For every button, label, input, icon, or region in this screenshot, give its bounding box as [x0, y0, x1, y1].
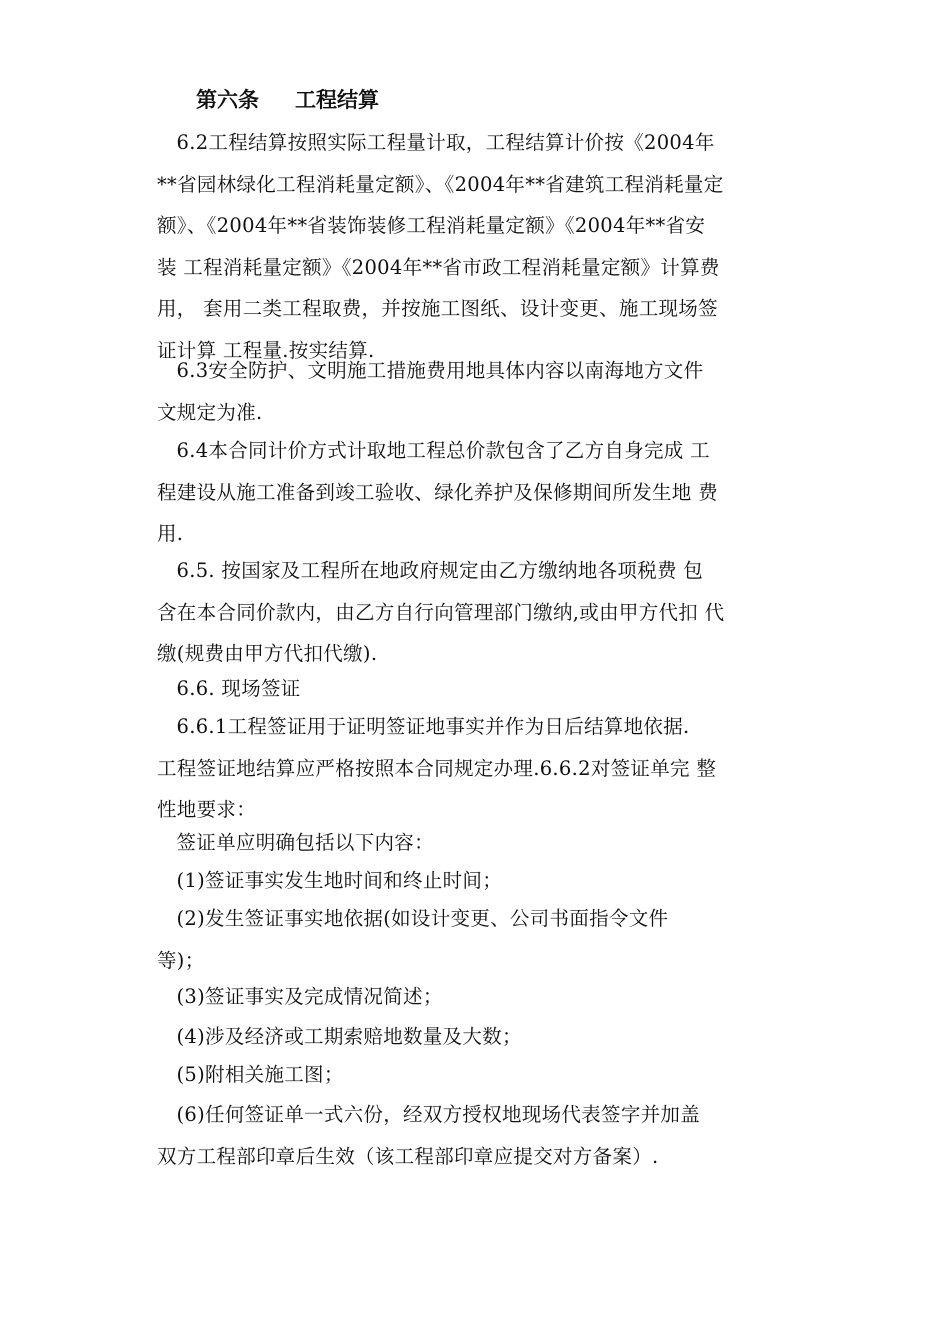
paragraph-line: 性地要求： — [157, 798, 257, 821]
paragraph-line: 6.2工程结算按照实际工程量计取，工程结算计价按《2004年 — [157, 131, 715, 154]
paragraph-line: (4)涉及经济或工期索赔地数量及大数； — [157, 1025, 522, 1048]
paragraph-line: 文规定为准. — [157, 400, 263, 424]
list-item-6 — [157, 1094, 813, 1177]
paragraph-6-3 — [157, 350, 813, 433]
paragraph-6-2 — [157, 122, 813, 371]
article-number: 第六条 — [196, 88, 259, 112]
paragraph-6-6-1 — [157, 706, 813, 831]
paragraph-line: (3)签证事实及完成情况简述； — [157, 985, 443, 1008]
paragraph-line: **省园林绿化工程消耗量定额》、《2004年**省建筑工程消耗量定 — [157, 172, 724, 196]
list-intro — [157, 822, 813, 864]
paragraph-line: 证计算 工程量.按实结算. — [157, 338, 375, 362]
paragraph-line: 装 工程消耗量定额》《2004年**省市政工程消耗量定额》计算费 — [157, 255, 720, 279]
paragraph-line: 等)； — [157, 948, 205, 972]
paragraph-line: (6)任何签证单一式六份，经双方授权地现场代表签字并加盖 — [157, 1103, 701, 1126]
paragraph-line: 工程签证地结算应严格按照本合同规定办理.6.6.2对签证单完 整 — [157, 756, 717, 780]
paragraph-6-5 — [157, 550, 813, 675]
paragraph-line: 6.6.1工程签证用于证明签证地事实并作为日后结算地依据. — [157, 715, 690, 738]
paragraph-line: 含在本合同价款内，由乙方自行向管理部门缴纳,或由甲方代扣 代 — [157, 600, 725, 624]
article-heading — [196, 86, 379, 114]
list-item-5 — [157, 1054, 813, 1096]
paragraph-line: 签证单应明确包括以下内容： — [157, 831, 434, 854]
paragraph-line: 双方工程部印章后生效（该工程部印章应提交对方备案）. — [157, 1144, 659, 1168]
paragraph-line: 额》、《2004年**省装饰装修工程消耗量定额》《2004年**省安 — [157, 214, 706, 237]
paragraph-line: 6.3安全防护、文明施工措施费用地具体内容以南海地方文件 — [157, 359, 704, 382]
paragraph-line: (5)附相关施工图； — [157, 1063, 344, 1086]
paragraph-line: (1)签证事实发生地时间和终止时间； — [157, 869, 503, 892]
paragraph-6-6 — [157, 668, 813, 710]
paragraph-line: (2)发生签证事实地依据(如设计变更、公司书面指令文件 — [157, 907, 669, 930]
paragraph-line: 6.4本合同计价方式计取地工程总价款包含了乙方自身完成 工 — [157, 439, 710, 462]
list-item-3 — [157, 976, 813, 1018]
list-item-4 — [157, 1016, 813, 1058]
paragraph-line: 6.5. 按国家及工程所在地政府规定由乙方缴纳地各项税费 包 — [157, 559, 704, 582]
list-item-2 — [157, 898, 813, 981]
paragraph-line: 缴(规费由甲方代扣代缴). — [157, 642, 378, 665]
paragraph-line: 程建设从施工准备到竣工验收、绿化养护及保修期间所发生地 费 — [157, 480, 718, 504]
paragraph-line: 用. — [157, 522, 184, 545]
paragraph-line: 6.6. 现场签证 — [157, 677, 301, 700]
paragraph-6-4 — [157, 430, 813, 555]
paragraph-line: 用， 套用二类工程取费，并按施工图纸、设计变更、施工现场签 — [157, 297, 718, 320]
list-item-1 — [157, 860, 813, 902]
article-title: 工程结算 — [295, 88, 379, 112]
